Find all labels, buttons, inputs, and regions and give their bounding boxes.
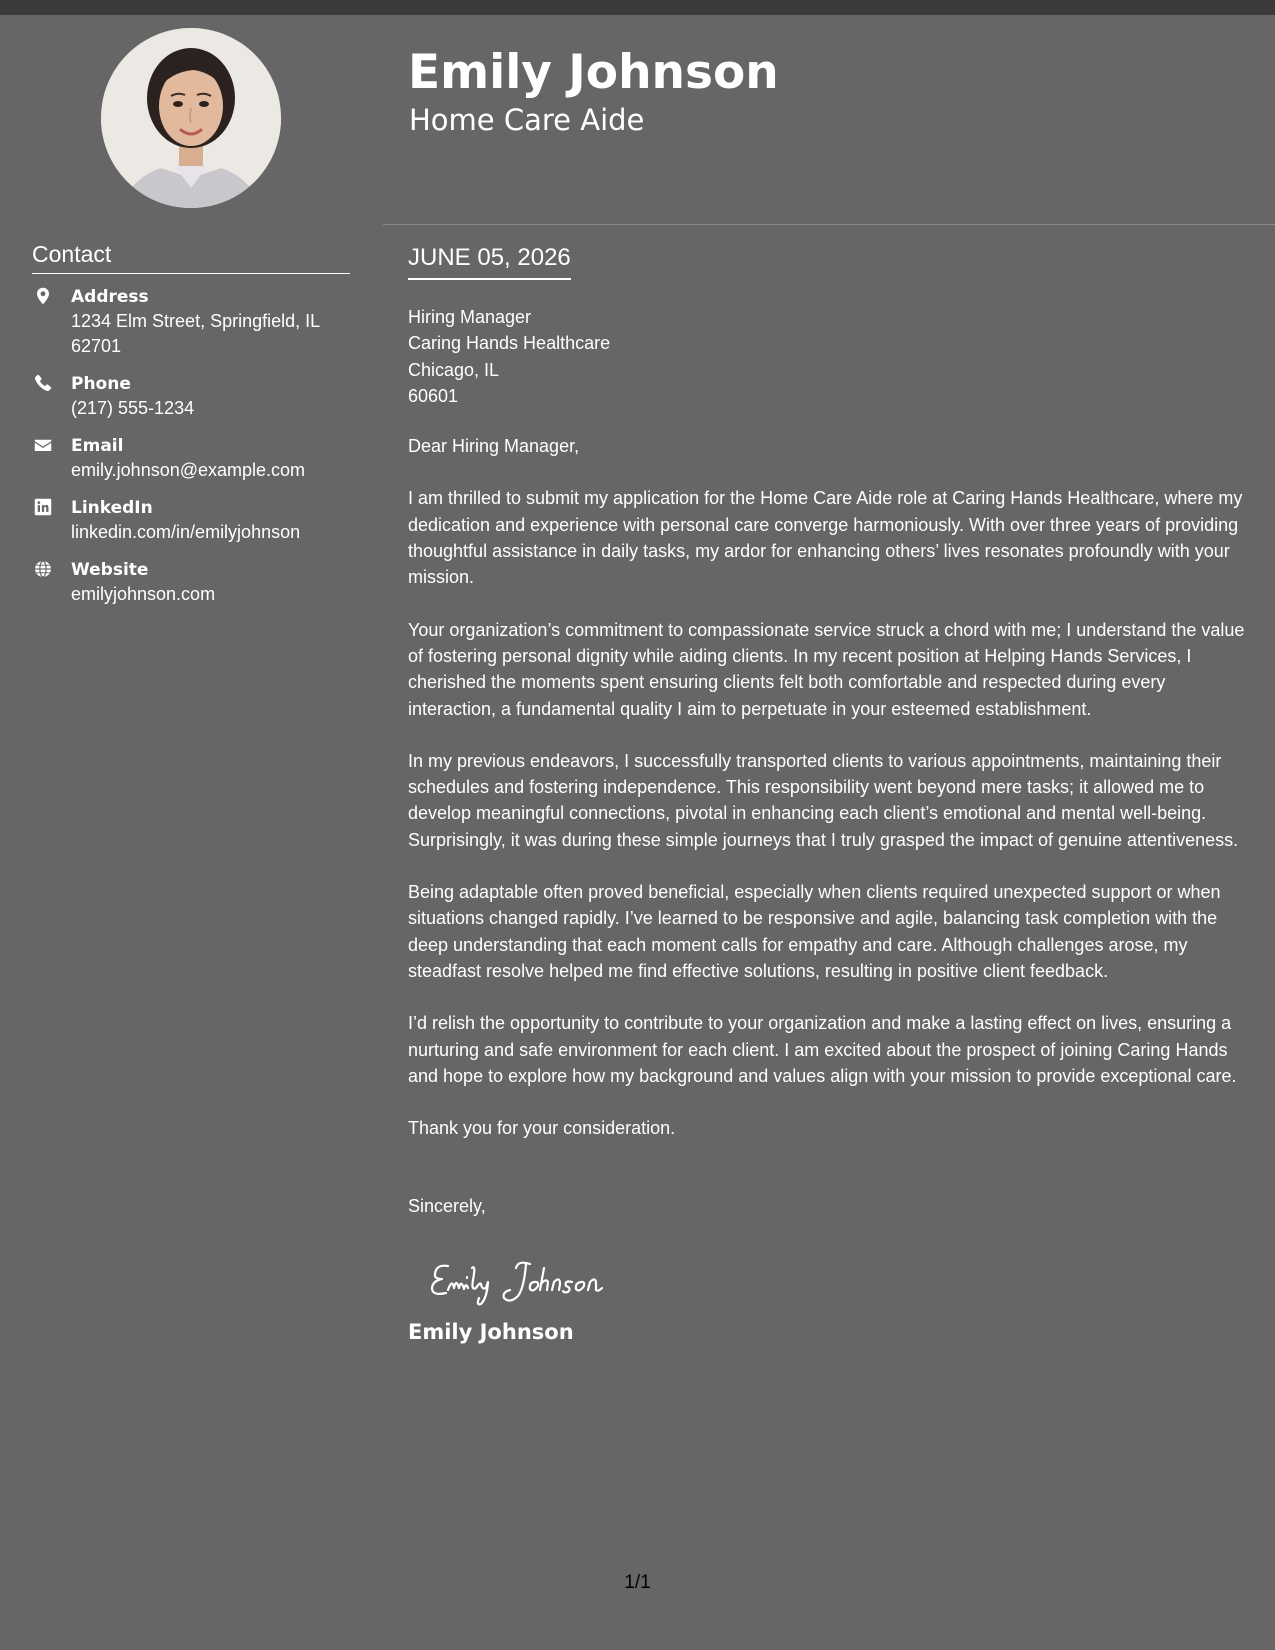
applicant-name: Emily Johnson xyxy=(408,45,779,100)
thanks-line: Thank you for your consideration. xyxy=(408,1118,676,1139)
signed-name: Emily Johnson xyxy=(408,1319,574,1344)
contact-label: Website xyxy=(71,560,149,580)
linkedin-icon xyxy=(34,498,52,516)
contact-item-website xyxy=(32,558,352,607)
letter-paragraph: I’d relish the opportunity to contribute to your organization and make a lasting effect on lives, ensuring a nurturing and safe environment for each client. I am excited about the prospect of joining Caring Hands and hope to explore how my background and values align with your mission to provide exceptional care. xyxy=(408,1013,1237,1086)
website-value: emilyjohnson.com xyxy=(71,584,216,604)
letter-paragraph: In my previous endeavors, I successfully transported clients to various appointments, maintaining their schedules and fostering independence. This responsibility went beyond mere tasks; it allowed me to develop meaningful connections, pivotal in enhancing each client’s emotional and mental well-being. Surprisingly, it was during these simple journeys that I truly grasped the impact of genuine attentiveness. xyxy=(408,750,1239,850)
letter-paragraph: Your organization’s commitment to compassionate service struck a chord with me; I understand the value of fostering personal dignity while aiding clients. In my recent position at Helping Hands Services, I cherished the moments spent ensuring clients felt both comfortable and respected during every interaction, a fundamental quality I aim to perpetuate in your esteemed establishment. xyxy=(408,619,1245,719)
letter-paragraph: Being adaptable often proved beneficial, especially when clients required unexpected support or when situations changed rapidly. I’ve learned to be responsive and agile, balancing task completion with the deep understanding that each moment calls for empathy and care. Although challenges arose, my steadfast resolve helped me find effective solutions, resulting in positive client feedback. xyxy=(408,882,1221,981)
recipient-line: Chicago, IL xyxy=(408,359,500,380)
handwritten-signature-icon xyxy=(426,1248,666,1308)
recipient-line: 60601 xyxy=(408,385,459,406)
contact-item-phone xyxy=(32,372,352,421)
location-pin-icon xyxy=(34,287,52,305)
address-value: 1234 Elm Street, Springfield, IL 62701 xyxy=(71,311,320,356)
cover-letter-page xyxy=(0,15,1275,1650)
top-bar xyxy=(0,0,1275,15)
avatar xyxy=(101,28,281,208)
globe-icon xyxy=(34,560,52,578)
letter-date: JUNE 05, 2026 xyxy=(408,243,571,280)
letter-paragraph: I am thrilled to submit my application for the Home Care Aide role at Caring Hands Healthcare, where my dedication and experience with personal care converge harmoniously. With over three years of providing thoughtful assistance in daily tasks, my ardor for enhancing others’ lives resonates profoundly with your mission. xyxy=(408,488,1243,588)
page-number: 1/1 xyxy=(624,1572,651,1593)
salutation: Dear Hiring Manager, xyxy=(408,436,580,457)
recipient-line: Caring Hands Healthcare xyxy=(408,333,611,354)
recipient-block xyxy=(408,304,1253,409)
phone-icon xyxy=(34,374,52,392)
contact-heading: Contact xyxy=(32,241,350,274)
contact-item-email xyxy=(32,434,352,483)
phone-value: (217) 555-1234 xyxy=(71,398,195,418)
contact-label: Address xyxy=(71,287,149,307)
contact-label: Phone xyxy=(71,374,131,394)
contact-list xyxy=(32,285,352,620)
job-title: Home Care Aide xyxy=(409,103,645,137)
envelope-icon xyxy=(34,436,52,454)
contact-label: LinkedIn xyxy=(71,498,153,518)
contact-label: Email xyxy=(71,436,124,456)
linkedin-value: linkedin.com/in/emilyjohnson xyxy=(71,522,301,542)
closing: Sincerely, xyxy=(408,1196,486,1217)
header-divider xyxy=(383,224,1275,225)
email-value: emily.johnson@example.com xyxy=(71,460,306,480)
contact-item-linkedin xyxy=(32,496,352,545)
signature xyxy=(426,1248,1253,1308)
contact-item-address xyxy=(32,285,352,359)
letter-body xyxy=(408,304,1253,1346)
recipient-line: Hiring Manager xyxy=(408,307,532,327)
profile-photo-icon xyxy=(101,28,281,208)
